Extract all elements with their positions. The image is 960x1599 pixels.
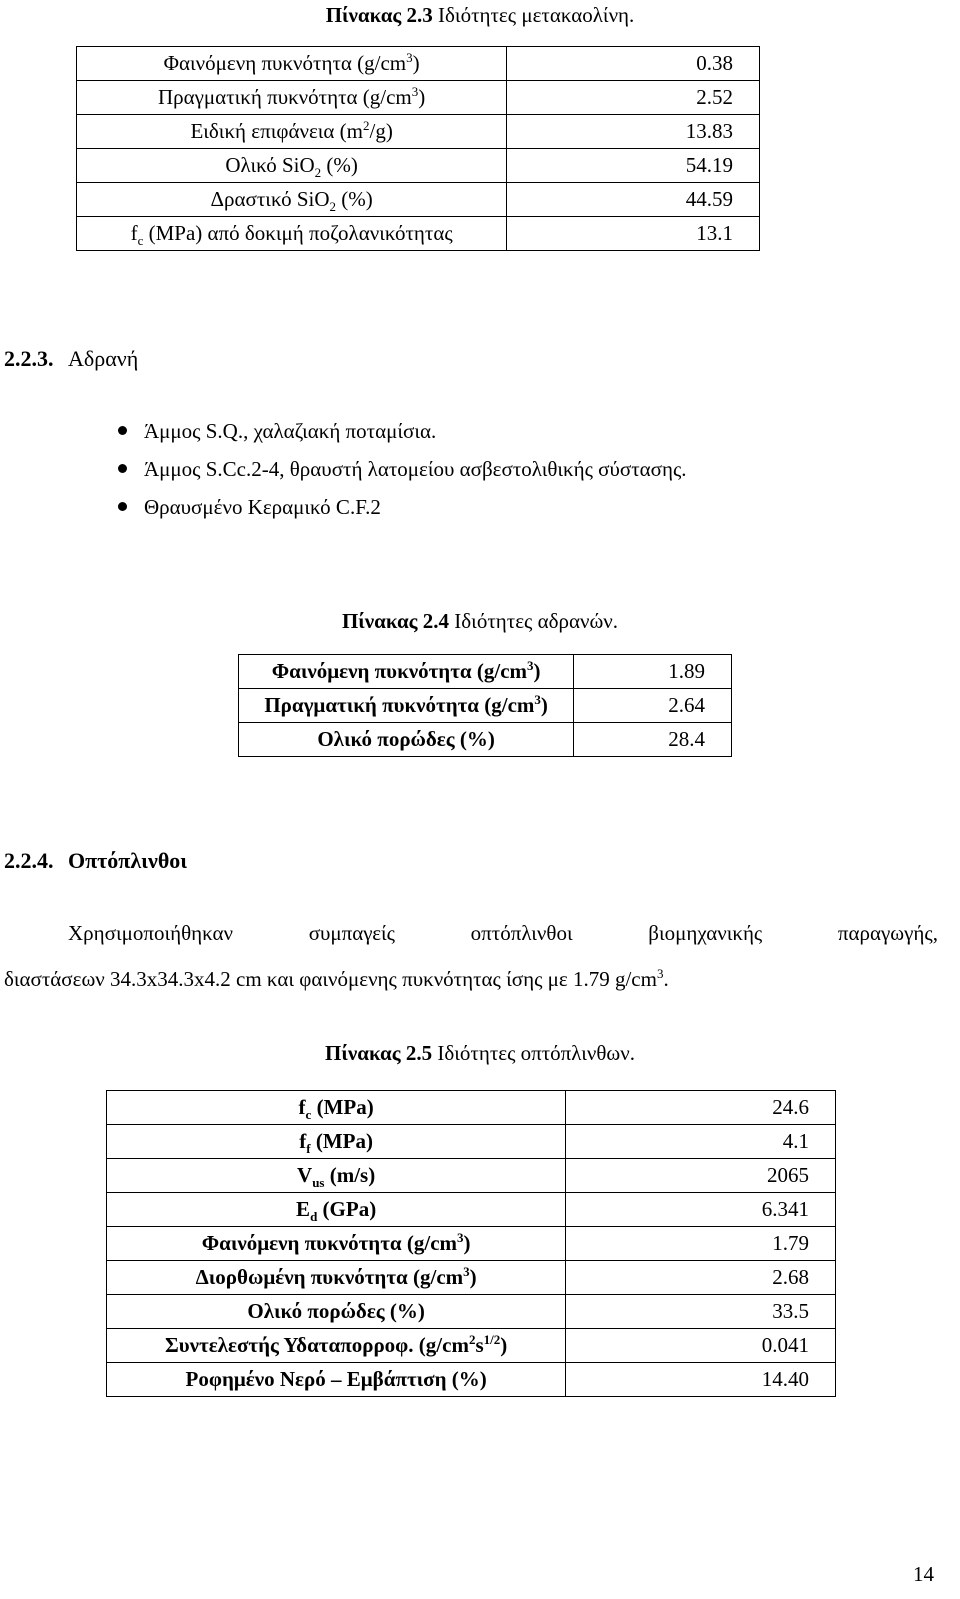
list-item xyxy=(118,494,687,532)
paragraph-word: βιομηχανικής xyxy=(648,921,763,945)
table-row xyxy=(77,217,760,251)
property-value: 2065 xyxy=(566,1159,836,1193)
property-label: $E_d$ (GPa) xyxy=(107,1193,566,1227)
table-row xyxy=(107,1091,836,1125)
list-item xyxy=(118,418,687,456)
table-row xyxy=(107,1295,836,1329)
property-label: Φαινόμενη πυκνότητα $(g/cm^3)$ xyxy=(107,1227,566,1261)
table-row xyxy=(239,689,732,723)
property-label: Ολικό SiO$_2$ (%) xyxy=(77,149,507,183)
table-2-4-caption: Πίνακας 2.4 Ιδιότητες αδρανών. xyxy=(341,609,619,633)
table-row xyxy=(107,1125,836,1159)
paragraph-word: Χρησιμοποιήθηκαν xyxy=(68,921,234,945)
property-value: 44.59 xyxy=(507,183,760,217)
property-value: 2.64 xyxy=(574,689,732,723)
paragraph-word: οπτόπλινθοι xyxy=(470,921,573,945)
table-row xyxy=(107,1329,836,1363)
table-row xyxy=(77,81,760,115)
bullet-icon xyxy=(118,426,127,435)
property-value: 13.1 xyxy=(507,217,760,251)
paragraph-word: παραγωγής, xyxy=(837,921,938,945)
property-value: 0.041 xyxy=(566,1329,836,1363)
property-label: $f_c$ (MPa) xyxy=(107,1091,566,1125)
property-value: 0.38 xyxy=(507,47,760,81)
property-value: 1.79 xyxy=(566,1227,836,1261)
table-row xyxy=(107,1159,836,1193)
page-number: 14 xyxy=(913,1562,934,1586)
property-label: Διορθωμένη πυκνότητα $(g/cm^3)$ xyxy=(107,1261,566,1295)
list-item-text: Άμμος S.Q., χαλαζιακή ποταμίσια. xyxy=(144,419,437,443)
table-row xyxy=(77,149,760,183)
table-row xyxy=(107,1261,836,1295)
property-value: 33.5 xyxy=(566,1295,836,1329)
table-2-3 xyxy=(76,46,760,251)
property-label: Φαινόμενη πυκνότητα $(g/cm^3)$ xyxy=(77,47,507,81)
paragraph-line-1 xyxy=(68,920,938,946)
table-row xyxy=(77,115,760,149)
paragraph-line-2: διαστάσεων 34.3x34.3x4.2 cm και φαινόμενης πυκνότητας ίσης με 1.79 $g/cm^3$. xyxy=(4,966,669,991)
property-label: Πραγματική πυκνότητα $(g/cm^3)$ xyxy=(77,81,507,115)
bullet-icon xyxy=(118,502,127,511)
table-row xyxy=(77,47,760,81)
table-row xyxy=(239,655,732,689)
section-heading-2-2-3: 2.2.3. Αδρανή xyxy=(4,346,139,371)
table-row xyxy=(107,1363,836,1397)
property-value: 1.89 xyxy=(574,655,732,689)
section-heading-2-2-4: 2.2.4. Οπτόπλινθοι xyxy=(4,848,188,873)
list-item-text: Θραυσμένο Κεραμικό C.F.2 xyxy=(144,495,381,519)
table-2-5 xyxy=(106,1090,836,1397)
property-value: 24.6 xyxy=(566,1091,836,1125)
property-label: Ολικό πορώδες (%) xyxy=(107,1295,566,1329)
property-label: $f_c$ (MPa) από δοκιμή ποζολανικότητας xyxy=(77,217,507,251)
property-label: Δραστικό SiO$_2$ (%) xyxy=(77,183,507,217)
table-2-4 xyxy=(238,654,732,757)
table-row xyxy=(77,183,760,217)
property-value: 54.19 xyxy=(507,149,760,183)
property-label: Φαινόμενη πυκνότητα $(g/cm^3)$ xyxy=(239,655,574,689)
property-label: $V_{us}$ (m/s) xyxy=(107,1159,566,1193)
property-value: 28.4 xyxy=(574,723,732,757)
bullet-icon xyxy=(118,464,127,473)
property-value: 4.1 xyxy=(566,1125,836,1159)
property-value: 2.52 xyxy=(507,81,760,115)
aggregates-list xyxy=(118,418,687,532)
table-row xyxy=(107,1193,836,1227)
property-label: Ροφημένο Νερό – Εμβάπτιση (%) xyxy=(107,1363,566,1397)
property-value: 2.68 xyxy=(566,1261,836,1295)
list-item xyxy=(118,456,687,494)
list-item-text: Άμμος S.Cc.2-4, θραυστή λατομείου ασβεστολιθικής σύστασης. xyxy=(144,457,687,481)
property-value: 14.40 xyxy=(566,1363,836,1397)
table-row xyxy=(239,723,732,757)
property-label: Ολικό πορώδες (%) xyxy=(239,723,574,757)
table-2-5-caption: Πίνακας 2.5 Ιδιότητες οπτόπλινθων. xyxy=(325,1041,635,1065)
property-label: $f_f$ (MPa) xyxy=(107,1125,566,1159)
paragraph-word: συμπαγείς xyxy=(308,921,395,945)
property-label: Πραγματική πυκνότητα $(g/cm^3)$ xyxy=(239,689,574,723)
table-2-3-caption: Πίνακας 2.3 Ιδιότητες μετακαολίνη. xyxy=(325,3,635,27)
table-row xyxy=(107,1227,836,1261)
property-value: 13.83 xyxy=(507,115,760,149)
property-value: 6.341 xyxy=(566,1193,836,1227)
property-label: Συντελεστής Υδαταπορροφ. $(g/cm^2s^{1/2})$ xyxy=(107,1329,566,1363)
property-label: Ειδική επιφάνεια $(m^2/g)$ xyxy=(77,115,507,149)
